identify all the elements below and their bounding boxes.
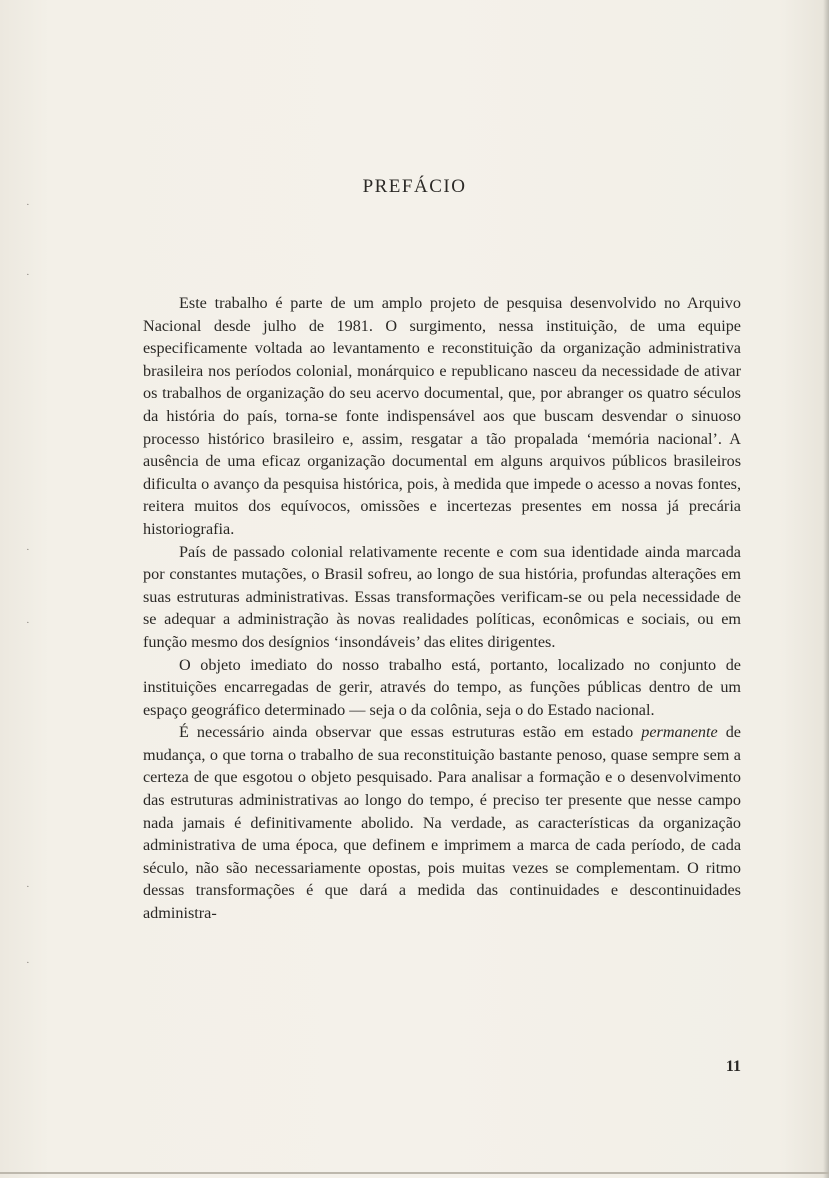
margin-mark: · xyxy=(26,617,30,629)
paragraph xyxy=(143,721,741,924)
margin-mark: · xyxy=(26,544,30,556)
margin-mark: · xyxy=(26,269,30,281)
page-bottom-edge xyxy=(0,1172,829,1174)
margin-mark: · xyxy=(26,881,30,893)
margin-mark: · xyxy=(26,199,30,211)
paragraph-text: de mudança, o que torna o trabalho de sua reconstituição bastante penoso, quase sempre sem a certeza de que esgotou o objeto pesquisado. Para analisar a formação e o desenvolvimento das estruturas administrativas ao longo do tempo, é preciso ter presente que nesse campo nada jamais é definitivamente abolido. Na verdade, as características da organização administrativa de uma época, que definem e imprimem a marca de cada período, de cada século, não são necessariamente opostas, pois muitas vezes se complementam. O ritmo dessas transformações é que dará a medida das continuidades e descontinuidades administra- xyxy=(143,723,741,923)
paragraph: País de passado colonial relativamente recente e com sua identidade ainda marcada por constantes mutações, o Brasil sofreu, ao longo de sua história, profundas alterações em suas estruturas administrativas. Essas transformações verificam-se ou pela necessidade de se adequar a administração às novas realidades políticas, econômicas e sociais, ou em função mesmo dos desígnios ‘insondáveis’ das elites dirigentes. xyxy=(143,542,741,651)
paragraph: O objeto imediato do nosso trabalho está, portanto, localizado no conjunto de instituições encarregadas de gerir, através do tempo, as funções públicas dentro de um espaço geográfico determinado — seja o da colônia, seja o do Estado nacional. xyxy=(143,655,741,719)
page-title: PREFÁCIO xyxy=(362,176,467,197)
page-number: 11 xyxy=(725,1058,741,1075)
emphasized-word: permanente xyxy=(641,723,718,742)
paragraph-text: É necessário ainda observar que essas estruturas estão em estado xyxy=(179,723,642,742)
body-text xyxy=(143,292,741,925)
margin-mark: · xyxy=(26,957,30,969)
paragraph: Este trabalho é parte de um amplo projeto de pesquisa desenvolvido no Arquivo Nacional desde julho de 1981. O surgimento, nessa instituição, de uma equipe especificamente voltada ao levantamento e reconstituição da organização administrativa brasileira nos períodos colonial, monárquico e republicano nasceu da necessidade de ativar os trabalhos de organização do seu acervo documental, que, por abranger os quatro séculos da história do país, torna-se fonte indispensável aos que buscam desvendar o sinuoso processo histórico brasileiro e, assim, resgatar a tão propalada ‘memória nacional’. A ausência de uma eficaz organização documental em alguns arquivos públicos brasileiros dificulta o avanço da pesquisa histórica, pois, à medida que impede o acesso a novas fontes, reitera muitos dos equívocos, omissões e incertezas presentes em nossa já precária historiografia. xyxy=(143,294,741,538)
